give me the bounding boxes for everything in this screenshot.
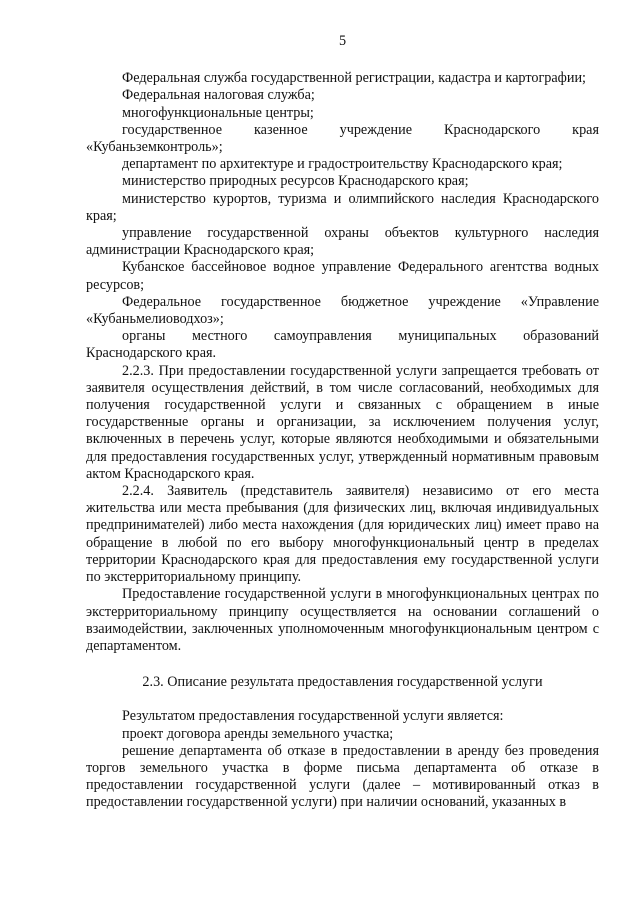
list-item: управление государственной охраны объектов культурного наследия администрации Краснодарского края; [86,225,599,259]
list-item: проект договора аренды земельного участка; [122,725,394,742]
clause-2-2-3: 2.2.3. При предоставлении государственной услуги запрещается требовать от заявителя осуществления действий, в том числе согласований, необходимых для получения государственной услуги и связанных с обращением в иные государственные органы и организации, за исключением получения услуг, включенных в перечень услуг, которые являются необходимыми и обязательными для предоставления государственных услуг, утвержденный нормативным правовым актом Краснодарского края. [86,362,599,482]
list-item: решение департамента об отказе в предоставлении в аренду без проведения торгов земельного участка в форме письма департамента об отказе в предоставлении государственной услуги (далее – мотивированный отказ в предоставлении государственной услуги) при наличии оснований, указанных в [86,742,599,811]
list-item: органы местного самоуправления муниципальных образований Краснодарского края. [86,328,599,362]
body-paragraph: Результатом предоставления государственной услуги является: [122,708,504,725]
body-paragraph: Предоставление государственной услуги в многофункциональных центрах по экстерриториальному принципу осуществляется на основании соглашений о взаимодействии, заключенных уполномоченным многофункциональным центром с департаментом. [86,586,599,654]
list-item: Федеральная служба государственной регистрации, кадастра и картографии; [122,70,586,87]
list-item: Федеральное государственное бюджетное учреждение «Управление «Кубаньмелиоводхоз»; [86,293,599,328]
list-item: Федеральная налоговая служба; [122,87,315,104]
list-item: многофункциональные центры; [122,104,314,121]
list-item: государственное казенное учреждение Краснодарского края «Кубаньземконтроль»; [86,121,599,156]
clause-2-2-4: 2.2.4. Заявитель (представитель заявителя) независимо от его места жительства или места пребывания (для физических лиц, включая индивидуальных предпринимателей) либо места нахождения (для юридических лиц) имеет право на обращение в любой по его выбору многофункциональный центр в пределах территории Краснодарского края для предоставления ему государственной услуги по экстерриториальному принципу. [86,483,599,586]
list-item: Кубанское бассейновое водное управление Федерального агентства водных ресурсов; [86,259,599,293]
list-item: министерство природных ресурсов Краснодарского края; [122,173,469,190]
list-item: министерство курортов, туризма и олимпийского наследия Краснодарского края; [86,190,599,224]
section-heading: 2.3. Описание результата предоставления государственной услуги [142,674,543,691]
list-item: департамент по архитектуре и градостроительству Краснодарского края; [122,156,563,173]
page-number: 5 [338,33,347,49]
